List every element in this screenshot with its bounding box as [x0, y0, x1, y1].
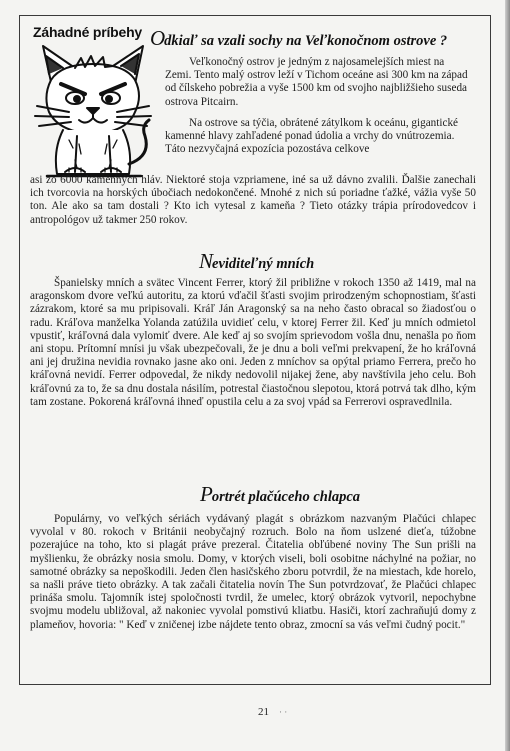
grumpy-cat-illustration-icon — [29, 40, 157, 180]
scan-edge — [505, 0, 510, 751]
scan-artifact: · · — [279, 707, 288, 717]
article-paragraph: Veľkonočný ostrov je jedným z najosamelejších miest na Zemi. Tento malý ostrov leží v Tichom oceáne asi 300 km na západ od čílskeho pobrežia a vyše 1500 km od svojho najbližšieho suseda ostrova Pitcairn. — [165, 56, 468, 108]
article-paragraph: Na ostrove sa týčia, obrátené zátylkom k oceánu, gigantické kamenné hlavy zahľadené ponad údolia a vrchy do vnútrozemia. Táto nezvyčajná expozícia pozostáva celkove — [165, 117, 459, 156]
article-paragraph: Populárny, vo veľkých sériách vydávaný plagát s obrázkom nazvaným Plačúci chlapec vyvolal v 80. rokoch v Británii neobyčajný rozruch. Bolo na ňom uslzené dieťa, túžobne pozerajúce na toho, kto si plagát práve prezeral. Čitatelia obľúbené noviny The Sun prišli na myšlienku, že obrázky nosia smolu. Domy, v ktorých viseli, boli osobitne náchylné na požiar, no samotné obrázky sa nepoškodili. Jeden člen hasičského zboru potvrdil, že na miestach, kde horelo, sa našli práve tieto obrázky. A tak začali čitatelia novín The Sun potvrdzovať, že Plačúci chlapec prináša smolu. Tajomník istej spoločnosti tvrdil, že umelec, ktorý obrázok vytvoril, nepochybne svojmu modelu ubližoval, až nakoniec vyvolal pomstivú kliatbu. Hasiči, ktorí zachraňujú domy z plameňov, hovoria: " Keď v zničenej izbe nájdete tento obraz, zmocní sa vás veľmi čudný pocit." — [30, 513, 476, 631]
article-title-crying-boy: Portrét plačúceho chlapca — [200, 482, 361, 506]
article-paragraph: Španielsky mních a svätec Vincent Ferrer, ktorý žil približne v rokoch 1350 až 1419, mal na aragonskom dvore veľkú autoritu, za ktorú vďačil šťasti svojim prirodzeným schopnostiam, šťasti zázrakom, ktoré sa mu pripisovali. Kráľ Ján Aragonský sa na neho často obracal so žiadosťou o radu. Kráľova manželka Yolanda zatúžila uvidieť celu, v ktorej Ferrer žil. Keď ju mních odmietol vpustiť, kráľovná dala vylomiť dvere. Ale keď aj so svojím sprievodom vošla dnu, nenašla po ňom ani stopu. Prítomní mnísi ju však ubezpečovali, že je dnu a boli veľmi prekvapení, že ho kráľovná ani jej družina nevidia rovnako jasne ako oni. Jeden z mníchov sa opýtal priamo Ferrera, prečo ho kráľovná nevidí. Ferrer odpovedal, že nikdy nedovolil nijakej žene, aby navštívila jeho celu. Boh kráľovnú za to, že sa dnu dostala násilím, potrestal čiastočnou slepotou, ktorá potrvá tak dlho, kým tam zostane. Pokorená kráľovná ihneď opustila celu a za svoj vpád sa Ferrerovi ospravedlnila. — [30, 277, 476, 408]
article-title-easter-island: Odkiaľ sa vzali sochy na Veľkonočnom ostrove ? — [150, 26, 448, 50]
article-title-invisible-monk: Neviditeľný mních — [199, 249, 315, 273]
article-paragraph: asi zo 6000 kamenných hláv. Niektoré stoja vzpriamene, iné sa už dávno zvalili. Ďalšie zanechali ich tvorcovia na horských úbočiach nedokončené. Mnohé z nich sú poriadne ťažké, vážia vyše 50 ton. Ale ako sa tam dostali ? Kto ich vytesal z kameňa ? Tieto otázky trápia prírodovedcov i antropológov už takmer 250 rokov. — [30, 174, 476, 226]
section-label: Záhadné príbehy — [33, 24, 143, 40]
page-number: 21 — [258, 706, 269, 718]
